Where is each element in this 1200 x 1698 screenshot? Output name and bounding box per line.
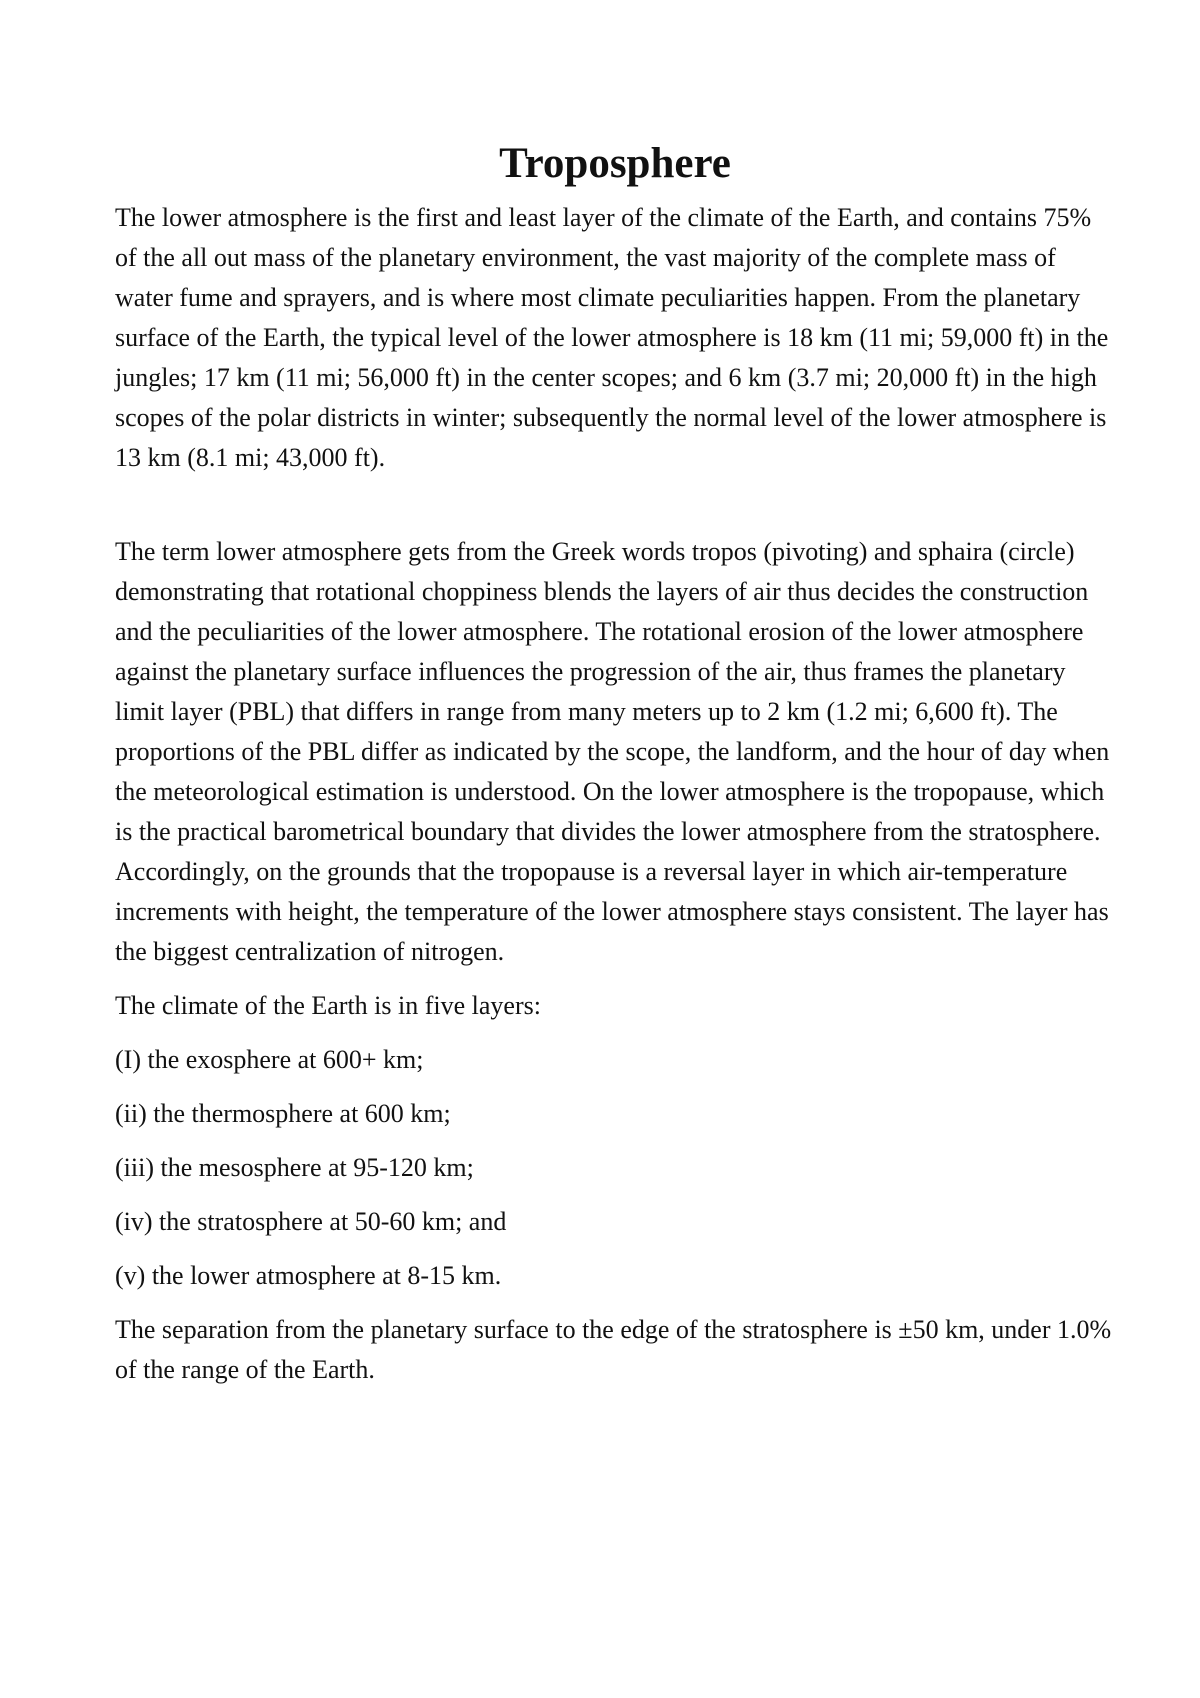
etymology-paragraph: The term lower atmosphere gets from the Greek words tropos (pivoting) and sphaira (circle) demonstrating that rotational choppiness blends the layers of air thus decides the construction and the peculiarities of the lower atmosphere. The rotational erosion of the lower atmosphere against the planetary surface influences the progression of the air, thus frames the planetary limit layer (PBL) that differs in range from many meters up to 2 km (1.2 mi; 6,600 ft). The proportions of the PBL differ as indicated by the scope, the landform, and the hour of day when the meteorological estimation is understood. On the lower atmosphere is the tropopause, which is the practical barometrical boundary that divides the lower atmosphere from the stratosphere. Accordingly, on the grounds that the tropopause is a reversal layer in which air-temperature increments with height, the temperature of the lower atmosphere stays consistent. The layer has the biggest centralization of nitrogen.: [115, 536, 1110, 966]
layer-item-exosphere: (I) the exosphere at 600+ km;: [115, 1044, 424, 1074]
document-body: [115, 138, 1115, 1390]
layer-list: [115, 1040, 1115, 1296]
layer-item-lower-atmosphere: (v) the lower atmosphere at 8-15 km.: [115, 1260, 502, 1290]
layer-item-thermosphere: (ii) the thermosphere at 600 km;: [115, 1098, 451, 1128]
document-title: Troposphere: [499, 140, 731, 187]
layer-item-stratosphere: (iv) the stratosphere at 50-60 km; and: [115, 1206, 507, 1236]
layers-intro-paragraph: The climate of the Earth is in five layers:: [115, 990, 541, 1020]
layer-item-mesosphere: (iii) the mesosphere at 95-120 km;: [115, 1152, 474, 1182]
intro-paragraph: The lower atmosphere is the first and least layer of the climate of the Earth, and contains 75% of the all out mass of the planetary environment, the vast majority of the complete mass of water fume and sprayers, and is where most climate peculiarities happen. From the planetary surface of the Earth, the typical level of the lower atmosphere is 18 km (11 mi; 59,000 ft) in the jungles; 17 km (11 mi; 56,000 ft) in the center scopes; and 6 km (3.7 mi; 20,000 ft) in the high scopes of the polar districts in winter; subsequently the normal level of the lower atmosphere is 13 km (8.1 mi; 43,000 ft).: [115, 202, 1109, 472]
closing-paragraph: The separation from the planetary surface to the edge of the stratosphere is ±50 km, under 1.0% of the range of the Earth.: [115, 1314, 1112, 1384]
